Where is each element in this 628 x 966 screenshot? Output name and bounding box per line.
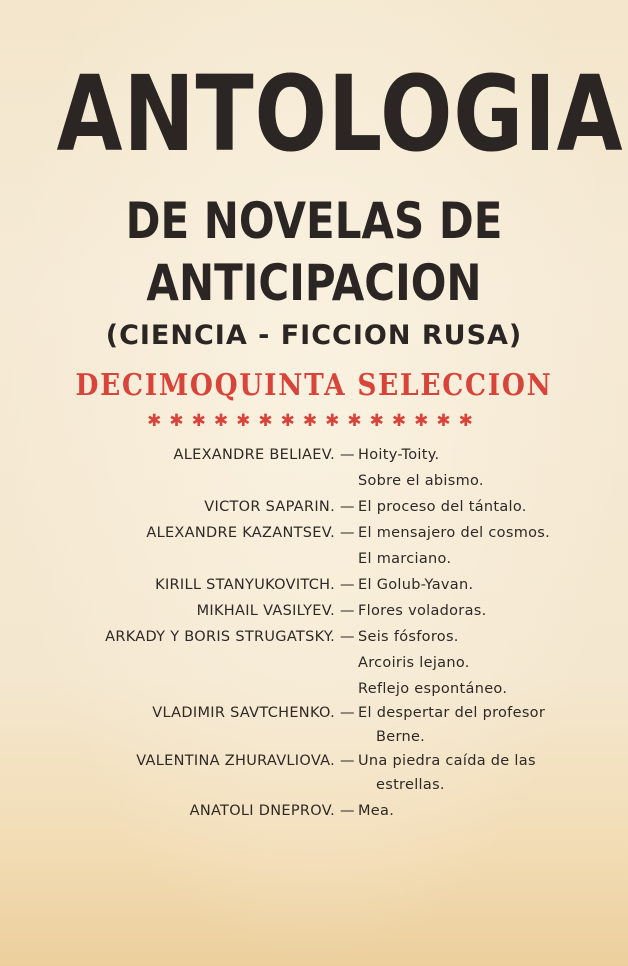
toc-row xyxy=(0,442,628,468)
toc-dash: — xyxy=(340,577,355,593)
toc-row xyxy=(0,572,628,598)
toc-work: Berne. xyxy=(376,729,426,745)
toc-work: Una piedra caída de las xyxy=(358,753,536,769)
toc-author: MIKHAIL VASILYEV. xyxy=(196,603,335,619)
toc-author: VICTOR SAPARIN. xyxy=(204,499,335,515)
toc-row xyxy=(0,798,628,824)
toc-row xyxy=(0,520,628,546)
main-title: ANTOLOGIA xyxy=(56,53,624,175)
toc-author: ANATOLI DNEPROV. xyxy=(189,803,335,819)
toc-work: Mea. xyxy=(358,803,395,819)
toc-row xyxy=(0,772,628,798)
toc-work: Flores voladoras. xyxy=(358,603,487,619)
toc-row xyxy=(0,546,628,572)
toc-author: VALENTINA ZHURAVLIOVA. xyxy=(136,753,335,769)
toc-dash: — xyxy=(340,803,355,819)
subtitle-line-3: (CIENCIA - FICCION RUSA) xyxy=(105,320,523,351)
toc-dash: — xyxy=(340,603,355,619)
toc-dash: — xyxy=(340,499,355,515)
toc-row xyxy=(0,468,628,494)
toc-work: El proceso del tántalo. xyxy=(358,499,527,515)
toc-row xyxy=(0,676,628,702)
toc-author: ARKADY Y BORIS STRUGATSKY. xyxy=(105,629,335,645)
toc-row xyxy=(0,598,628,624)
table-of-contents xyxy=(0,442,628,824)
toc-work: Arcoiris lejano. xyxy=(358,655,470,671)
toc-row xyxy=(0,494,628,520)
toc-work: estrellas. xyxy=(376,777,445,793)
toc-work: Seis fósforos. xyxy=(358,629,459,645)
toc-work: Reflejo espontáneo. xyxy=(358,681,508,697)
toc-dash: — xyxy=(340,705,355,721)
toc-work: Hoity-Toity. xyxy=(358,447,440,463)
toc-dash: — xyxy=(340,525,355,541)
series-heading: DECIMOQUINTA SELECCION xyxy=(75,368,553,403)
toc-author: VLADIMIR SAVTCHENKO. xyxy=(152,705,335,721)
toc-author: ALEXANDRE BELIAEV. xyxy=(173,447,335,463)
toc-author: ALEXANDRE KAZANTSEV. xyxy=(146,525,335,541)
toc-row xyxy=(0,750,628,772)
toc-work: Sobre el abismo. xyxy=(358,473,484,489)
toc-dash: — xyxy=(340,629,355,645)
star-divider: ✱✱✱✱✱✱✱✱✱✱✱✱✱✱✱ xyxy=(147,411,481,431)
toc-row xyxy=(0,650,628,676)
toc-work: El mensajero del cosmos. xyxy=(358,525,551,541)
toc-dash: — xyxy=(340,447,355,463)
toc-author: KIRILL STANYUKOVITCH. xyxy=(155,577,335,593)
toc-work: El marciano. xyxy=(358,551,452,567)
toc-work: El Golub-Yavan. xyxy=(358,577,474,593)
toc-row xyxy=(0,702,628,724)
toc-row xyxy=(0,624,628,650)
toc-row xyxy=(0,724,628,750)
subtitle-line-1: DE NOVELAS DE xyxy=(125,192,503,250)
toc-work: El despertar del profesor xyxy=(358,705,546,721)
subtitle-line-2: ANTICIPACION xyxy=(146,254,482,312)
toc-dash: — xyxy=(340,753,355,769)
